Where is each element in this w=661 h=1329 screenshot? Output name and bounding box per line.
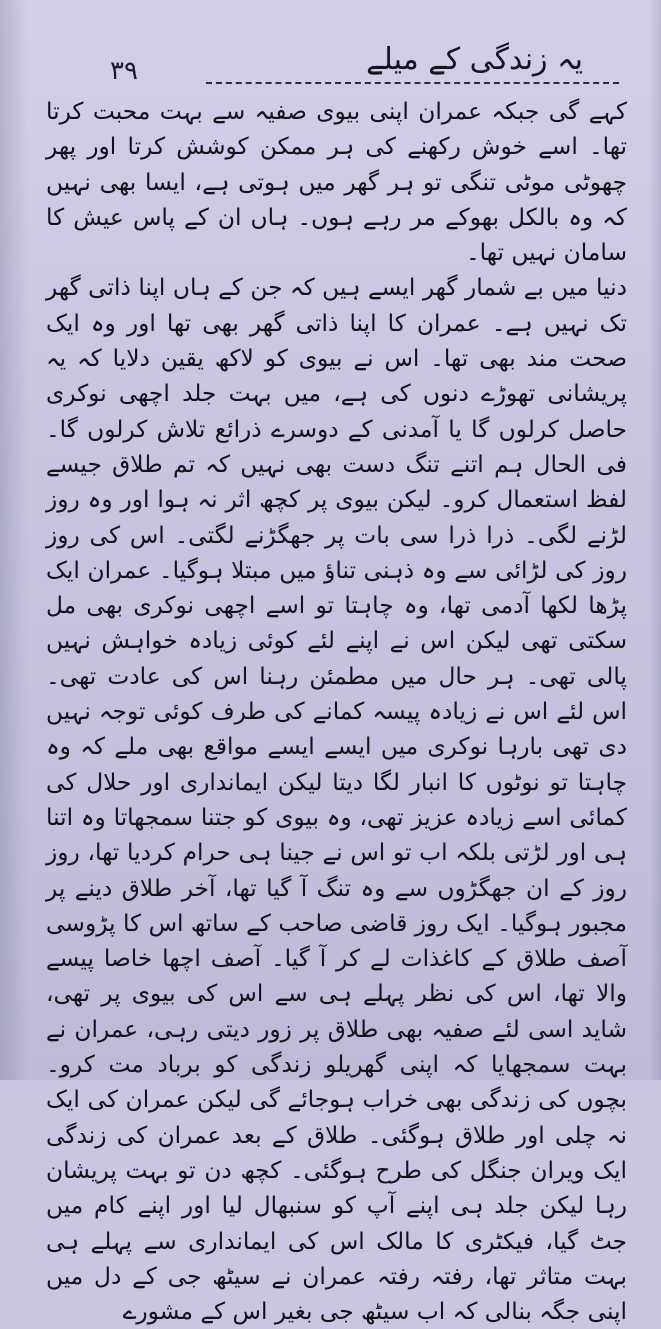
page-number: ۳۹ [110, 56, 138, 86]
running-title: یہ زندگی کے میلے [366, 42, 583, 77]
header-divider [206, 82, 619, 84]
paragraph-1: کہے گی جبکہ عمران اپنی بیوی صفیہ سے بہت محبت کرتا تھا۔ اسے خوش رکھنے کی ہر ممکن کوشش کرتا اور پھر چھوٹی موٹی تنگی تو ہر گھر میں ہوتی ہے، ایسا بھی نہیں کہ وہ بالکل بھوکے مر رہے ہوں۔ ہاں ان کے پاس عیش کا سامان نہیں تھا۔ [46, 98, 627, 267]
paragraph-2: دنیا میں بے شمار گھر ایسے ہیں کہ جن کے ہاں اپنا ذاتی گھر تک نہیں ہے۔ عمران کا اپنا ذاتی گھر بھی تھا اور وہ ایک صحت مند بھی تھا۔ اس نے بیوی کو لاکھ یقین دلایا کہ یہ پریشانی تھوڑے دنوں کی ہے، میں بہت جلد اچھی نوکری حاصل کرلوں گا یا آمدنی کے دوسرے ذرائع تلاش کرلوں گا۔ فی الحال ہم اتنے تنگ دست بھی نہیں کہ تم طلاق جیسے لفظ استعمال کرو۔ لیکن بیوی پر کچھ اثر نہ ہوا اور وہ روز لڑنے لگی۔ ذرا ذرا سی بات پر جھگڑنے لگتی۔ اس کی روز روز کی لڑائی سے وہ ذہنی تناؤ میں مبتلا ہوگیا۔ عمران ایک پڑھا لکھا آدمی تھا، وہ چاہتا تو اسے اچھی نوکری بھی مل سکتی تھی لیکن اس نے اپنے لئے کوئی زیادہ خواہش نہیں پالی تھی۔ ہر حال میں مطمئن رہنا اس کی عادت تھی۔ اس لئے اس نے زیادہ پیسہ کمانے کی طرف کوئی توجہ نہیں دی تھی بارہا نوکری میں ایسے ایسے مواقع بھی ملے کہ وہ چاہتا تو نوٹوں کا انبار لگا دیتا لیکن ایمانداری اور حلال کی کمائی اسے زیادہ عزیز تھی، وہ بیوی کو جتنا سمجھاتا وہ اتنا ہی اور لڑتی بلکہ اب تو اس نے جینا ہی حرام کردیا تھا، روز روز کے ان جھگڑوں سے وہ تنگ آ گیا تھا، آخر طلاق دینے پر مجبور ہوگیا۔ ایک روز قاضی صاحب کے ساتھ اس کا پڑوسی آصف طلاق کے کاغذات لے کر آ گیا۔ آصف اچھا خاصا پیسے والا تھا، اس کی نظر پہلے ہی سے اس کی بیوی پر تھی، شاید اسی لئے صفیہ بھی طلاق پر زور دیتی رہی، عمران نے بہت سمجھایا کہ اپنی گھریلو زندگی کو برباد مت کرو۔ بچوں کی زندگی بھی خراب ہوجائے گی لیکن عمران کی ایک نہ چلی اور طلاق ہوگئی۔ طلاق کے بعد عمران کی زندگی ایک ویران جنگل کی طرح ہوگئی۔ کچھ دن تو بہت پریشان رہا لیکن جلد ہی اپنے آپ کو سنبھال لیا اور اپنے کام میں جٹ گیا، فیکٹری کا مالک اس کی ایمانداری سے پہلے ہی بہت متاثر تھا، رفتہ رفتہ عمران نے سیٹھ جی کے دل میں اپنی جگہ بنالی کہ اب سیٹھ جی بغیر اس کے مشورے [46, 274, 627, 1326]
body-text [46, 94, 627, 1329]
page-header [110, 42, 619, 92]
